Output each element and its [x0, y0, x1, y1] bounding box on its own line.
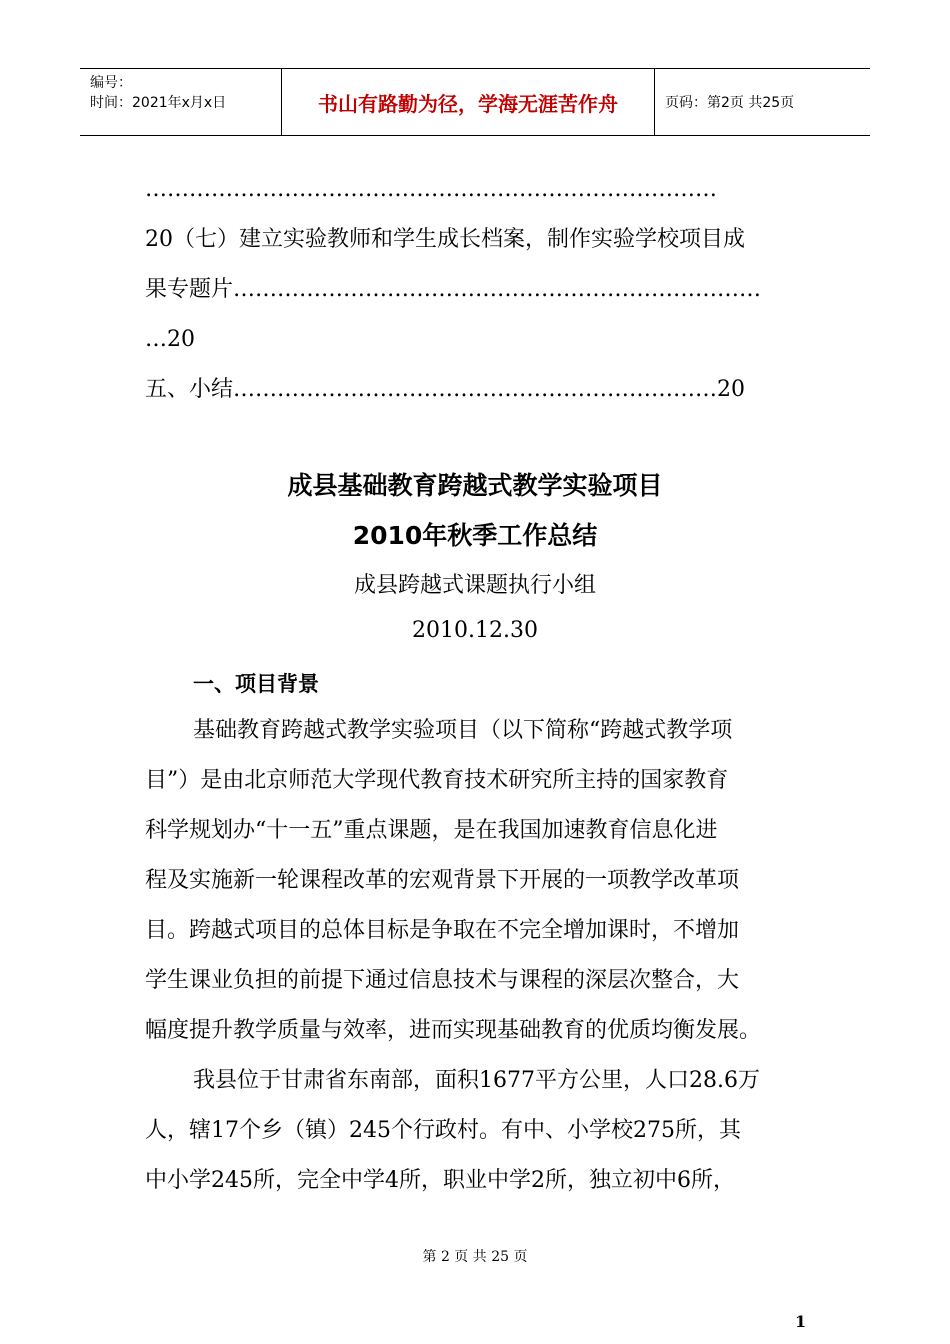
- paragraph-county: [145, 1056, 805, 1206]
- toc-line: 果专题片………………………………………………………………: [145, 277, 762, 302]
- paragraph-line: 中小学245所，完全中学4所，职业中学2所，独立初中6所，: [145, 1168, 735, 1193]
- footer-page-number: 1: [795, 1312, 807, 1331]
- header-table: [80, 68, 870, 136]
- paragraph-line: 基础教育跨越式教学实验项目（以下简称“跨越式教学项: [193, 718, 733, 743]
- paragraph-line: 人，辖17个乡（镇）245个行政村。有中、小学校275所，其: [145, 1118, 741, 1143]
- paragraph-line: 我县位于甘肃省东南部，面积1677平方公里，人口28.6万: [193, 1068, 760, 1093]
- doc-author: 成县跨越式课题执行小组: [353, 573, 596, 598]
- paragraph-line: 幅度提升教学质量与效率，进而实现基础教育的优质均衡发展。: [145, 1018, 762, 1043]
- paragraph-line: 目。跨越式项目的总体目标是争取在不完全增加课时，不增加: [145, 918, 740, 943]
- number-label: 编号：: [90, 75, 132, 91]
- paragraph-background: [145, 706, 805, 1056]
- paragraph-line: 科学规划办“十一五”重点课题，是在我国加速教育信息化进: [145, 818, 718, 843]
- doc-subtitle: 2010年秋季工作总结: [352, 521, 598, 550]
- paragraph-line: 目”）是由北京师范大学现代教育技术研究所主持的国家教育: [145, 768, 729, 793]
- toc-line: 五、小结…………………………………………………………20: [145, 377, 745, 402]
- toc-line: ……………………………………………………………………: [145, 177, 717, 202]
- paragraph-line: 程及实施新一轮课程改革的宏观背景下开展的一项教学改革项: [145, 868, 740, 893]
- header-meta: [80, 69, 282, 135]
- section-heading: 一、项目背景: [193, 672, 319, 696]
- paragraph-line: 学生课业负担的前提下通过信息技术与课程的深层次整合，大: [145, 968, 740, 993]
- header-page-info: 页码：第2页 共25页: [665, 95, 795, 111]
- doc-title: 成县基础教育跨越式教学实验项目: [287, 471, 663, 500]
- toc-block: [145, 165, 805, 415]
- toc-line: 20（七）建立实验教师和学生成长档案，制作实验学校项目成: [145, 227, 745, 252]
- toc-line: …20: [145, 327, 195, 352]
- footer-page-text: 第 2 页 共 25 页: [422, 1249, 528, 1265]
- time-label: 时间：2021年x月x日: [90, 95, 227, 111]
- doc-date: 2010.12.30: [412, 618, 538, 643]
- header-motto: 书山有路勤为径，学海无涯苦作舟: [282, 69, 655, 135]
